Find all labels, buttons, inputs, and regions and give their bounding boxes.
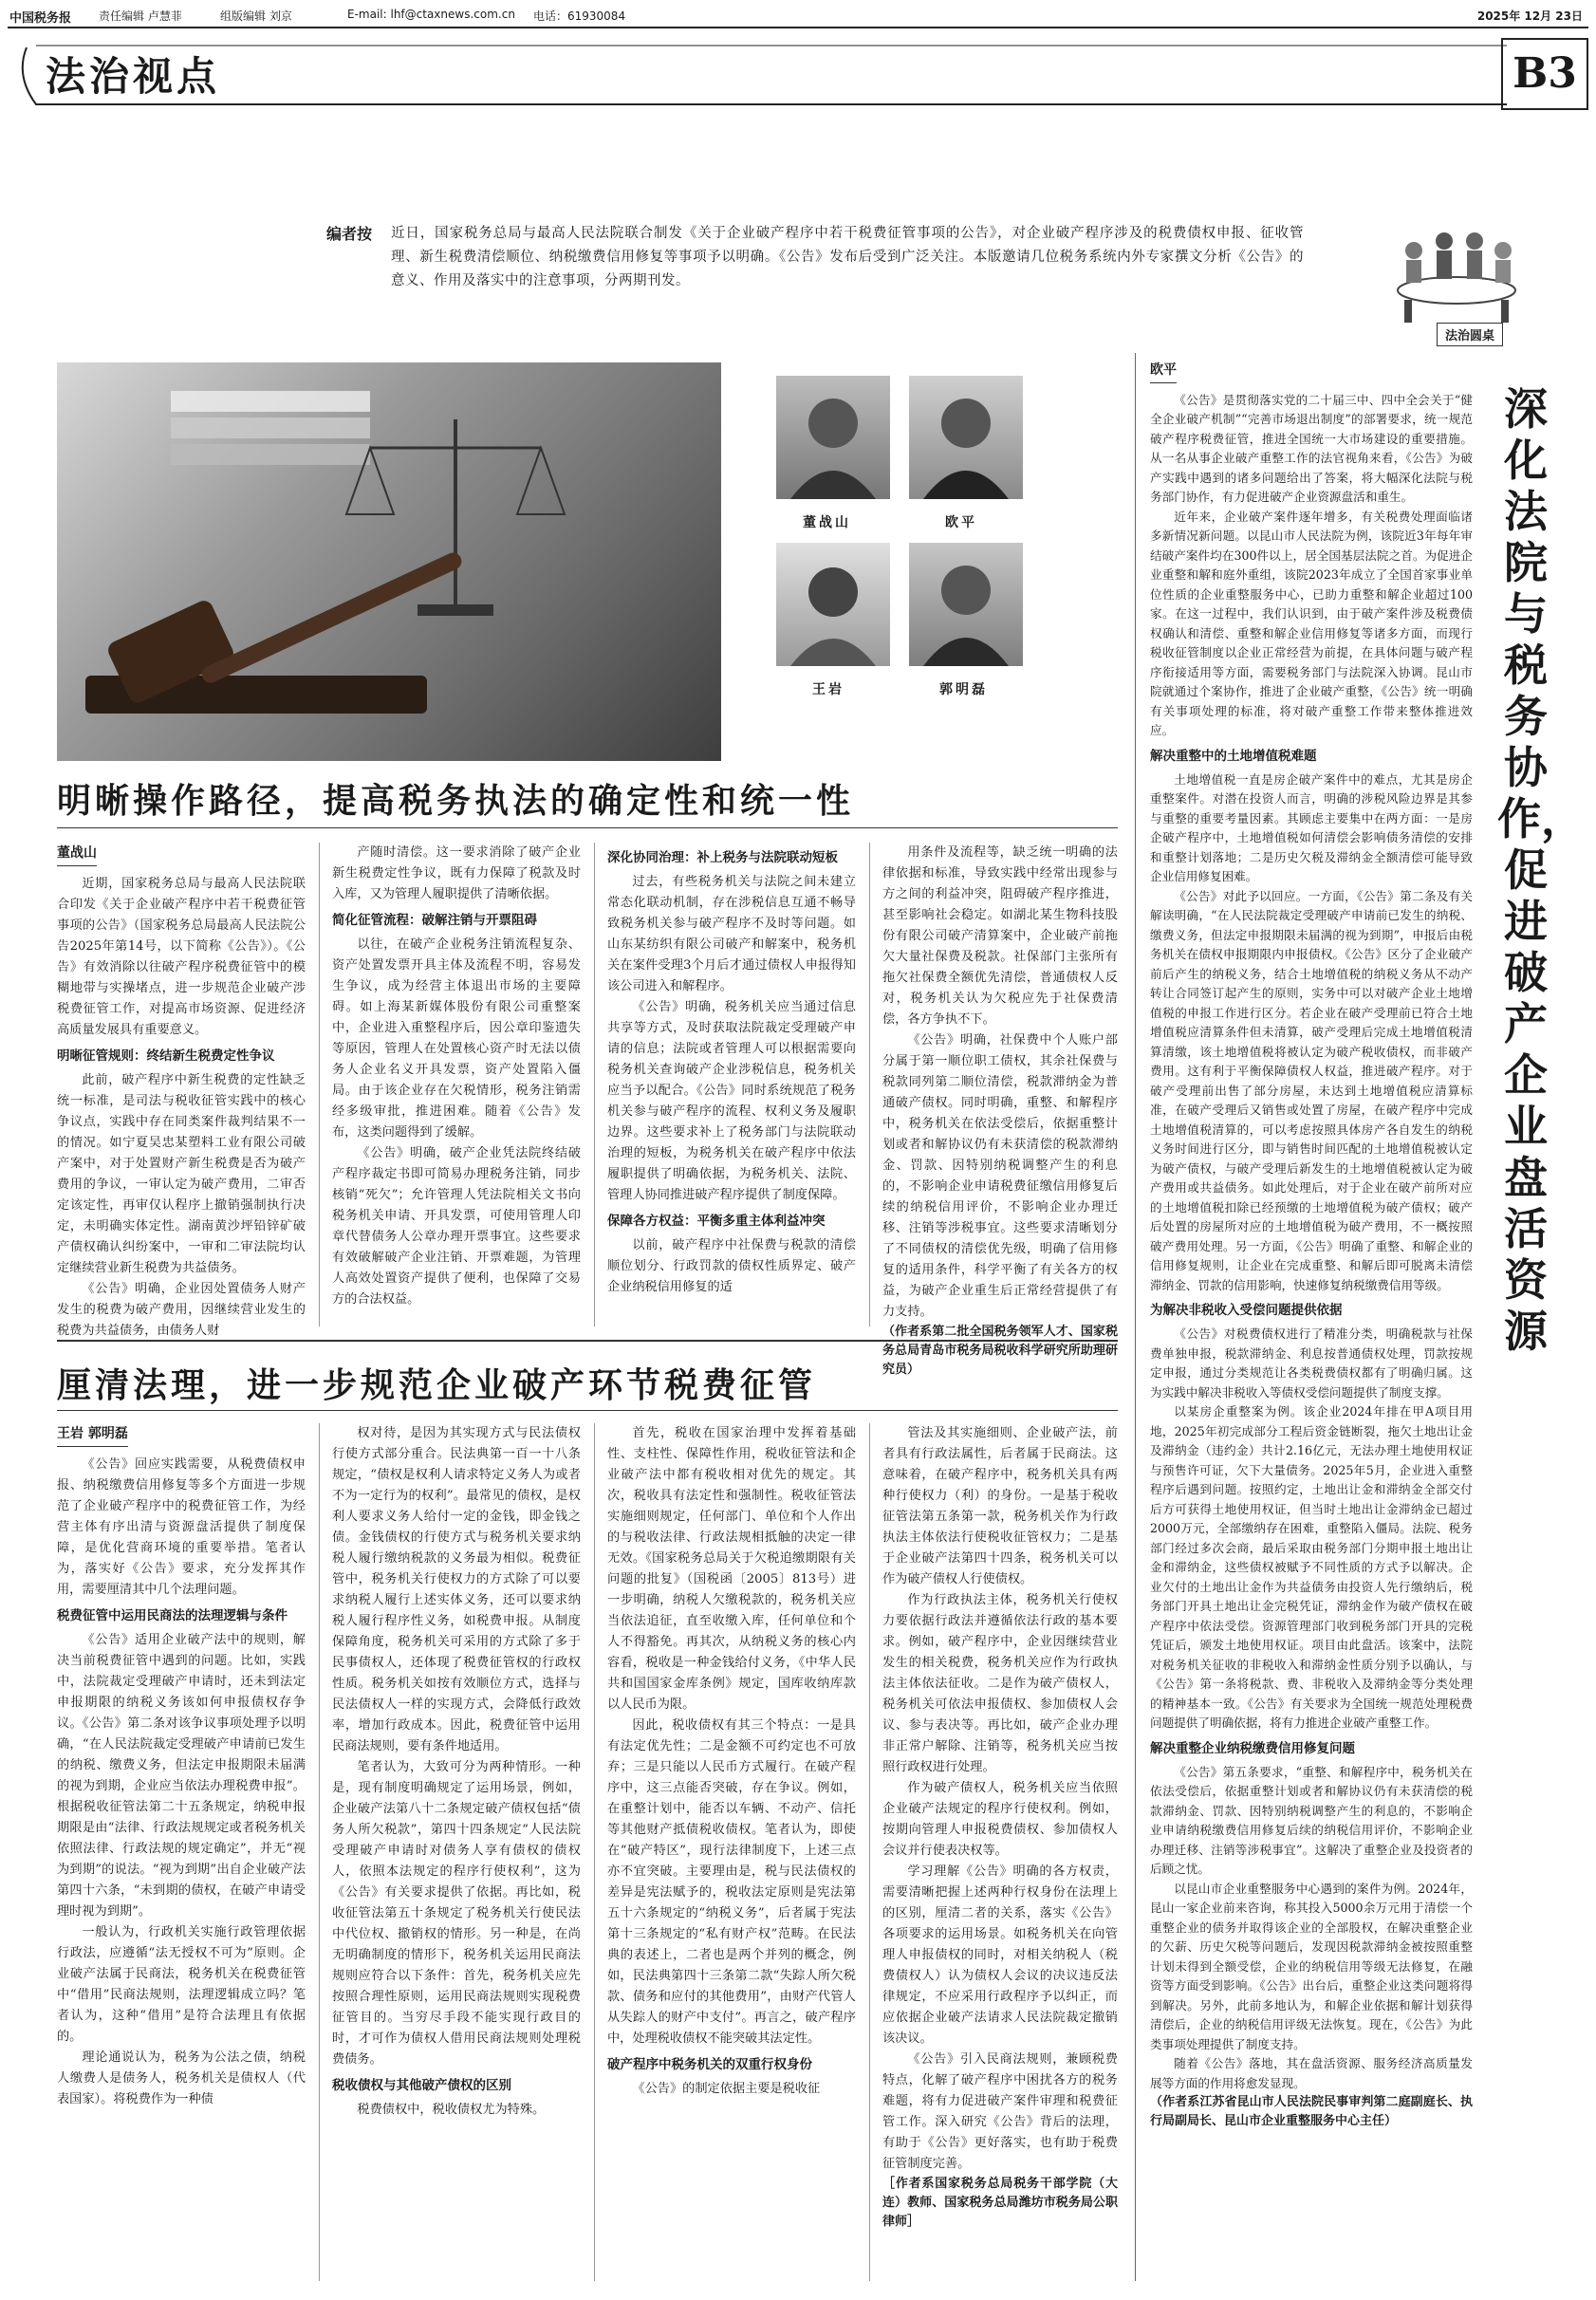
subheading: 保障各方权益：平衡多重主体利益冲突 [607, 1214, 826, 1229]
article1-col1 [57, 843, 306, 1338]
article2-col1-body [57, 1455, 306, 2110]
article3-headline: 深化法院与税务协作，促进破产企业盘活资源 [1497, 383, 1585, 1357]
author-bio: （作者系第二批全国税务领军人才、国家税务总局青岛市税务局税收科学研究所助理研究员） [882, 1325, 1118, 1377]
subheading: 税收债权与其他破产债权的区别 [332, 2078, 511, 2093]
paragraph: 税费债权中，税收债权尤为特殊。 [357, 2103, 546, 2117]
paragraph: 作为破产债权人，税务机关应当依照企业破产法规定的程序行使权利。例如，按期向管理人申报税费债权、参加债权人会议并行使表决权等。 [882, 1781, 1118, 1858]
person-icon [776, 376, 890, 499]
paragraph: 《公告》对此予以回应。一方面，《公告》第二条及有关解读明确，“在人民法院裁定受理破产申请前已发生的纳税、缴费义务，但法定申报期限未届满的视为到期”，申报后由税务机关在债权申报期限内申报债权。《公告》区分了企业破产前后产生的纳税义务，结合土地增值税的纳税义务从不动产转让合同签订起产生的原则，实务中可以对破产企业土地增值税的申报工作进行区分。若企业在破产受理前已符合土地增值税应清算条件但未清算，破产受理后完成土地增值税清算清缴，该土地增值税将被认定为破产税收债权，而非破产费用。这有利于平衡保障债权人权益，推进破产程序。对于破产受理前出售了部分房屋，未达到土地增值税应清算标准，在破产受理后又销售或处置了房屋，在破产程序中完成土地增值税清算的，可以考虑按照具体房产各自发生的纳税义务时间进行区分，即与销售时间匹配的土地增值税被认定为破产债权，与破产受理后新发生的土地增值税被认定为破产费用或共益债务。如此处理后，对于企业在破产前所对应的土地增值税扣除已经预缴的土地增值税为破产债权；破产后处置的房屋所对应的土地增值税为破产费用，不一概按照破产费用处理。另一方面，《公告》明确了重整、和解企业的信用修复规则，让企业在完成重整、和解后即可脱离未清偿滞纳金、罚款的信用影响，快速修复纳税缴费信用等级。 [1150, 888, 1473, 1292]
portrait-caption-ou: 欧平 [945, 515, 977, 530]
paragraph: 产随时清偿。这一要求消除了破产企业新生税费定性争议，既有力保障了税款及时入库，又为管理人履职提供了清晰依据。 [332, 845, 581, 901]
paragraph: 首先，税收在国家治理中发挥着基础性、支柱性、保障性作用，税收征管法和企业破产法中都有税收相对优先的规定。其次，税收具有法定性和强制性。税收征管法实施细则规定，任何部门、单位和个人作出的与税收法律、行政法规相抵触的决定一律无效。《国家税务总局关于欠税追缴期限有关问题的批复》（国税函〔2005〕813号）进一步明确，纳税人欠缴税款的，税务机关应当依法追征，直至收缴入库，任何单位和个人不得豁免。再其次，从纳税义务的核心内容看，税收是一种金钱给付义务，《中华人民共和国国家金库条例》规定，国库收纳库款以人民币为限。 [607, 1426, 856, 1712]
paragraph: 以往，在破产企业税务注销流程复杂、资产处置发票开具主体及流程不明，容易发生争议，成为经营主体退出市场的主要障碍。如上海某新媒体股份有限公司重整案中，企业进入重整程序后，因公章印鉴遗失等原因，管理人在处置核心资产时无法以债务人企业名义开具发票，资产处置陷入僵局。由于该企业存在欠税情形，税务注销需经多级审批，推进困难。随着《公告》发布，这类问题得到了缓解。 [332, 937, 581, 1140]
paper-name: 中国税务报 [9, 11, 72, 26]
article1-rule [57, 827, 1118, 828]
article2-rule [57, 1410, 1118, 1411]
paragraph: 《公告》的制定依据主要是税收征 [632, 2082, 821, 2096]
page-number: B3 [1501, 38, 1588, 110]
article2-col1 [57, 1423, 306, 2281]
article2-author: 王岩 郭明磊 [57, 1423, 128, 1447]
editor-credit: 责任编辑 卢慧菲 [99, 9, 182, 23]
paragraph: 以前，破产程序中社保费与税款的清偿顺位划分、行政罚款的债权性质界定、破产企业纳税信用修复的适 [607, 1238, 856, 1294]
section-header [8, 38, 1588, 110]
article2-col3 [607, 1423, 856, 2281]
paragraph: 土地增值税一直是房企破产案件中的难点，尤其是房企重整案件。对潜在投资人而言，明确的涉税风险边界是其参与重整的重要考量因素。其顾虑主要集中在两方面：一是房企破产程序中，土地增值税如何清偿会影响债务清偿的安排和重整计划落地；二是历史欠税及滞纳金全额清偿可能导致企业信用修复困难。 [1150, 771, 1473, 883]
subheading: 深化协同治理：补上税务与法院联动短板 [607, 850, 838, 865]
paragraph: 用条件及流程等，缺乏统一明确的法律依据和标准，导致实践中经常出现参与方之间的利益冲突，阻碍破产程序推进，甚至影响社会稳定。如湖北某生物科技股份有限公司破产清算案中，企业破产前拖欠大量社保费及税款。社保部门主张所有拖欠社保费全额优先清偿，普通债权人反对，税务机关认为欠税应先于社保费清偿，各方争执不下。 [882, 845, 1118, 1027]
article2-col4 [882, 1423, 1118, 2281]
masthead-rule [8, 27, 1588, 28]
layout-credit: 组版编辑 刘京 [220, 9, 292, 23]
phone-info: 电话：61930084 [533, 9, 626, 23]
article3-col [1150, 361, 1473, 2281]
article1-col2 [332, 843, 581, 1326]
person-icon [909, 376, 1023, 499]
article2-col2 [332, 1423, 581, 2281]
paragraph: 《公告》第五条要求，“重整、和解程序中，税务机关在依法受偿后，依据重整计划或者和解协议仍有未获清偿的税款滞纳金、罚款、因特别纳税调整产生的利息的，不影响企业申请纳税缴费信用修复后续的纳税信用评价，不影响企业办理迁移、注销等涉税事宜”。这解决了重整企业及投资者的后顾之忧。 [1150, 1764, 1473, 1876]
right-column-divider [1135, 353, 1136, 2281]
divider [869, 843, 870, 1326]
paragraph: 近年来，企业破产案件逐年增多，有关税费处理面临诸多新情况新问题。以昆山市人民法院为例，该院近3年每年审结破产案件均在300件以上，居全国基层法院之首。为促进企业重整和解和庭外重组，该院2023年成立了全国首家事业单位性质的企业重整服务中心，已助力重整和解企业超过100家。在这一过程中，我们认识到，由于破产案件涉及税费债权确认和清偿、重整和解企业信用修复等诸多方面，而现行税收征管制度以企业正常经营为前提，在具体问题与破产程序衔接适用等方面，需要税务部门与法院深入协调。昆山市院就通过个案协作，推进了企业破产重整，《公告》统一明确有关事项处理的标准，将对破产重整工作带来整体推进效应。 [1150, 509, 1473, 737]
paragraph: 此前，破产程序中新生税费的定性缺乏统一标准，是司法与税收征管实践中的核心争议点，实践中存在同类案件裁判结果不一的情况。如宁夏吴忠某塑料工业有限公司破产案中，对于处置财产新生税费是否为破产费用的争议，一审认定为破产费用，二审否定该定性，再审仅认程序上撤销强制执行决定，未明确实体定性。湖南黄沙坪铅锌矿破产债权确认纠纷案中，一审和二审法院均认定继续营业新生税费为共益债务。 [57, 1073, 306, 1275]
paragraph: 随着《公告》落地，其在盘活资源、服务经济高质量发展等方面的作用将愈发显现。 [1150, 2056, 1473, 2090]
editor-note-text: 近日，国家税务总局与最高人民法院联合制发《关于企业破产程序中若干税费征管事项的公告》，对企业破产程序涉及的税费债权申报、征收管理、新生税费清偿顺位、纳税缴费信用修复等事项予以明确。《公告》发布后受到广泛关注。本版邀请几位税务系统内外专家撰文分析《公告》的意义、作用及落实中的注意事项，分两期刊发。 [391, 226, 1304, 288]
paragraph: 《公告》明确，税务机关应当通过信息共享等方式，及时获取法院裁定受理破产申请的信息；法院或者管理人可以根据需要向税务机关查询破产企业涉税信息，税务机关应当予以配合。《公告》同时系统规范了税务机关参与破产程序的流程、权利义务及履职边界。这些要求补上了税务部门与法院联动治理的短板，为税务机关在破产程序中依法履职提供了明确依据，为税务机关、法院、管理人协同推进破产程序提供了制度保障。 [607, 1000, 856, 1202]
paragraph: 《公告》明确，社保费中个人账户部分属于第一顺位职工债权，其余社保费与税款同列第二顺位清偿，税款滞纳金为普通破产债权。同时明确，重整、和解程序中，税务机关在依法受偿后，依据重整计划或者和解协议仍有未获清偿的税款滞纳金、罚款、因特别纳税调整产生的利息的，不影响企业申请税费征缴信用修复后续的纳税信用评价，不影响企业办理迁移、注销等涉税事宜。这些要求清晰划分了不同债权的清偿优先级，明确了信用修复的适用条件，科学平衡了有关各方的权益，为破产企业重生后正常经营提供了有力支持。 [882, 1033, 1118, 1319]
paragraph: 管法及其实施细则、企业破产法，前者具有行政法属性，后者属于民商法。这意味着，在破产程序中，税务机关具有两种行使权力（利）的身份。一是基于税收征管法第五条第一款，税务机关作为行政执法主体依法行使税收征管权力；二是基于企业破产法第四十四条，税务机关可以作为破产债权人行使债权。 [882, 1426, 1118, 1586]
subheading: 税费征管中运用民商法的法理逻辑与条件 [57, 1608, 288, 1623]
article1-headline: 明晰操作路径，提高税务执法的确定性和统一性 [57, 781, 855, 821]
subheading: 明晰征管规则：终结新生税费定性争议 [57, 1048, 275, 1064]
paragraph: 《公告》明确，破产企业凭法院终结破产程序裁定书即可简易办理税务注销，同步核销“死欠”；允许管理人凭法院相关文书向税务机关申请、开具发票，可使用管理人印章代替债务人公章办理开票事宜。这些要求有效破解破产企业注销、开票难题，为管理人高效处置资产提供了便利，也保障了交易方的合法权益。 [332, 1146, 581, 1307]
subheading: 为解决非税收入受偿问题提供依据 [1150, 1303, 1343, 1318]
article1-author: 董战山 [57, 843, 97, 866]
paragraph: 理论通说认为，税务为公法之债，纳税人缴费人是债务人，税务机关是债权人（代表国家）。将税费作为一种债 [57, 2050, 306, 2106]
portrait-caption-guo: 郭明磊 [939, 682, 988, 697]
article3-author: 欧平 [1150, 361, 1177, 383]
paragraph: 《公告》明确，企业因处置债务人财产发生的税费为破产费用，因继续营业发生的税费为共益债务，由债务人财 [57, 1282, 306, 1338]
person-icon [909, 543, 1023, 666]
paragraph: 《公告》回应实践需要，从税费债权申报、纳税缴费信用修复等多个方面进一步规范了企业破产程序中的税费征管工作，为经营主体有序出清与资源盘活提供了制度保障，是优化营商环境的重要举措。笔者认为，落实好《公告》要求，充分发挥其作用，需要厘清其中几个法理问题。 [57, 1457, 306, 1597]
portrait-caption-dong: 董战山 [803, 515, 851, 530]
article2-headline: 厘清法理，进一步规范企业破产环节税费征管 [57, 1365, 817, 1405]
divider [319, 843, 320, 1326]
article1-col1-body [57, 874, 306, 1342]
article2-top-rule [57, 1340, 1118, 1342]
portrait-caption-wang: 王岩 [812, 682, 844, 697]
email-info: E-mail: lhf@ctaxnews.com.cn [347, 8, 515, 21]
subheading: 破产程序中税务机关的双重行权身份 [607, 2057, 812, 2072]
subheading: 解决重整企业纳税缴费信用修复问题 [1150, 1740, 1355, 1756]
portrait-dong [776, 376, 890, 499]
roundtable-tag: 法治圆桌 [1437, 323, 1503, 346]
paragraph: 笔者认为，大致可分为两种情形。一种是，现有制度明确规定了运用场景，例如，企业破产法第八十二条规定破产债权包括“债务人所欠税款”，第四十四条规定“人民法院受理破产申请时对债务人享有债权的债权人，依照本法规定的程序行使权利”，这为《公告》有关要求提供了依据。再比如，税收征管法第五十条规定了税务机关行使民法中代位权、撤销权的情形。另一种是，在尚无明确制度的情形下，税务机关运用民商法规则应符合以下条件：首先，税务机关应先按照合理性原则，运用民商法规则实现税费征管目的。当穷尽手段不能实现行政目的时，才可作为债权人借用民商法规则处理税费债务。 [332, 1760, 581, 2067]
roundtable-icon [1385, 213, 1528, 326]
paragraph: 以昆山市企业重整服务中心遇到的案件为例。2024年，昆山一家企业前来咨询，称其投入5000余万元用于清偿一个重整企业的债务并取得该企业的全部股权，在解决重整企业的欠薪、历史欠税等问题后，发现因税款滞纳金被按照重整计划未得到全额受偿，企业的纳税信用等级无法修复，在融资等方面受到影响。《公告》出台后，重整企业这类问题将得到解决。另外，此前多地认为，和解企业依据和解计划获得清偿后，企业的纳税信用评级无法恢复。现在，《公告》为此类事项处理提供了制度支持。 [1150, 1881, 1473, 2051]
portrait-ou [909, 376, 1023, 499]
paragraph: 因此，税收债权有其三个特点：一是具有法定优先性；二是金额不可约定也不可放弃；三是只能以人民币方式履行。在破产程序中，这三点能否突破，存在争议。例如，在重整计划中，能否以车辆、不动产、信托等其他财产抵债税收债权。笔者认为，即使在“破产特区”，现行法律制度下，上述三点亦不宜突破。主要理由是，税与民法债权的差异是宪法赋予的，税收法定原则是宪法第五十六条规定的“纳税义务”，后者属于宪法第十三条规定的“私有财产权”范畴。在民法典的表述上，二者也是两个并列的概念，例如，民法典第四十三条第二款“失踪人所欠税款、债务和应付的其他费用”，由财产代管人从失踪人的财产中支付”。再言之，破产程序中，处理税收债权不能突破其法定性。 [607, 1718, 856, 2046]
paragraph: 《公告》是贯彻落实党的二十届三中、四中全会关于“健全企业破产机制”“完善市场退出制度”的部署要求，统一规范破产程序税费征管，推进全国统一大市场建设的重要措施。从一名从事企业破产重整工作的法官视角来看，《公告》为破产实践中遇到的诸多问题给出了答案，将大幅深化法院与税务部门协作，有力促进破产企业资源盘活和重生。 [1150, 392, 1473, 504]
paragraph: 《公告》对税费债权进行了精准分类，明确税款与社保费单独申报，税款滞纳金、利息按普通债权处理，罚款按规定申报，通过分类规范让各类税费债权都有了明确归属。这为实践中解决非税收入等债权受偿问题提供了制度支撑。 [1150, 1326, 1473, 1400]
editor-note-label: 编者按 [326, 225, 373, 243]
divider [869, 1423, 870, 2281]
paragraph: 学习理解《公告》明确的各方权责，需要清晰把握上述两种行权身份在法理上的区别，厘清二者的关系，落实《公告》各项要求的运用场景。如税务机关在向管理人申报债权的同时，对相关纳税人（税费债权人）认为债权人会议的决议违反法律规定，不应采用行政程序予以纠正，而应依据企业破产法请求人民法院裁定撤销该决议。 [882, 1864, 1118, 2046]
paragraph: 权对待，是因为其实现方式与民法债权行使方式部分重合。民法典第一百一十八条规定，“债权是权利人请求特定义务人为或者不为一定行为的权利”。最常见的债权，是权利人要求义务人给付一定的金钱，即金钱之债。金钱债权的行使方式与税务机关要求纳税人履行缴纳税款的义务最为相似。税费征管中，税务机关行使权力的方式除了可以要求纳税人履行上述实体义务，还可以要求纳税人履行程序性义务，如税费申报。从制度保障角度，税务机关可采用的方式除了多于民事债权人，还体现了税费征管权的行政权性质。税务机关如按有效顺位方式，选择与民法债权人一样的实现方式，会降低行政效率，增加行政成本。因此，税费征管中运用民商法规则，要有条件地适用。 [332, 1426, 581, 1753]
paragraph: 一般认为，行政机关实施行政管理依据行政法，应遵循“法无授权不可为”原则。企业破产法属于民商法，税务机关在税费征管中“借用”民商法规则，法理逻辑成立吗？笔者认为，这种“借用”是符合法理且有依据的。 [57, 1925, 306, 2044]
issue-date: 2025年 12月 23日 [1476, 9, 1583, 23]
gavel-scales-icon [57, 362, 721, 761]
person-icon [776, 543, 890, 666]
divider [594, 1423, 595, 2281]
article1-col4 [882, 843, 1118, 1377]
paragraph: 以某房企重整案为例。该企业2024年排在甲A项目用地，2025年初完成部分工程后资金链断裂，拖欠土地出让金及滞纳金（违约金）共计2.16亿元，无法办理土地使用权证与预售许可证，欠下大量债务。2025年5月，企业进入重整程序后遇到问题。按照约定，土地出让金和滞纳金全部交付后方可获得土地使用权证，但当时土地出让金滞纳金已超过2000万元，全部缴纳存在困难，重整陷入僵局。法院、税务部门经过多次会商，最后采取由税务部门分期申报土地出让金和滞纳金，这些债权被赋予不同性质的方式予以解决。企业欠付的土地出让金作为共益债务由投资人先行缴纳后，税务部门开具土地出让金完税凭证，滞纳金作为破产债权在破产程序中依法受偿。资源管理部门收到税务部门开具的完税凭证后，颁发土地使用权证。项目由此盘活。该案中，法院对税务机关征收的非税收入和滞纳金性质分别予以确认，与《公告》第一条将税款、费、非税收入及滞纳金等分类处理的精神基本一致。《公告》有关要求为全国统一规范处理税费问题提供了明确依据，将有力推进企业破产重整工作。 [1150, 1404, 1473, 1730]
gavel-photo [57, 362, 721, 761]
article3-body [1150, 391, 1473, 2132]
subheading: 简化征管流程：破解注销与开票阻碍 [332, 913, 537, 928]
paragraph: 近期，国家税务总局与最高人民法院联合印发《关于企业破产程序中若干税费征管事项的公告》（国家税务总局最高人民法院公告2025年第14号，以下简称《公告》）。《公告》有效消除以往破产程序税费征管中的模糊地带与实操堵点，进一步规范企业破产涉税费征管工作，对提高市场资源、促进经济高质量发展具有重要意义。 [57, 877, 306, 1037]
paragraph: 《公告》引入民商法规则，兼顾税费特点，化解了破产程序中困扰各方的税务难题，将有力促进破产案件审理和税费征管工作。深入研究《公告》背后的法理，有助于《公告》更好落实，也有助于税费征管制度完善。 [882, 2052, 1118, 2171]
section-header-frame [8, 38, 1588, 110]
roundtable-illustration [1385, 213, 1528, 326]
divider [594, 843, 595, 1326]
portrait-guo [909, 543, 1023, 666]
portrait-wang [776, 543, 890, 666]
author-bio: （作者系江苏省昆山市人民法院民事审判第二庭副庭长、执行局副局长、昆山市企业重整服务中心主任） [1150, 2095, 1473, 2128]
article1-col3 [607, 843, 856, 1326]
paragraph: 《公告》适用企业破产法中的规则，解决当前税费征管中遇到的问题。比如，实践中，法院裁定受理破产申请时，还未到法定申报期限的纳税义务该如何申报债权存争议。《公告》第二条对该争议事项处理予以明确，“在人民法院裁定受理破产申请前已发生的纳税、缴费义务，但法定申报期限未届满的视为到期，企业应当依法办理税费申报”。根据税收征管法第二十五条规定，纳税申报期限是由“法律、行政法规规定或者税务机关依照法律、行政法规的规定确定”，并无“视为到期”的说法。“视为到期”出自企业破产法第四十六条，“未到期的债权，在破产申请受理时视为到期”。 [57, 1633, 306, 1919]
subheading: 解决重整中的土地增值税难题 [1150, 748, 1317, 764]
section-title: 法治视点 [46, 53, 221, 100]
paragraph: 作为行政执法主体，税务机关行使权力要依据行政法并遵循依法行政的基本要求。例如，破产程序中，企业因继续营业发生的相关税费，税务机关应作为行政执法主体依法征收。二是作为破产债权人，税务机关可依法申报债权、参加债权人会议、参与表决等。再比如，破产企业办理非正常户解除、注销等，税务机关应当按照行政权进行处理。 [882, 1593, 1118, 1774]
paragraph: 过去，有些税务机关与法院之间未建立常态化联动机制，存在涉税信息互通不畅导致税务机关参与破产程序不及时等问题。如山东某纺织有限公司破产和解案中，税务机关在案件受理3个月后才通过债权人申报得知该公司进入和解程序。 [607, 875, 856, 993]
divider [319, 1423, 320, 2281]
author-bio: ［作者系国家税务总局税务干部学院（大连）教师、国家税务总局潍坊市税务局公职律师］ [882, 2177, 1118, 2229]
